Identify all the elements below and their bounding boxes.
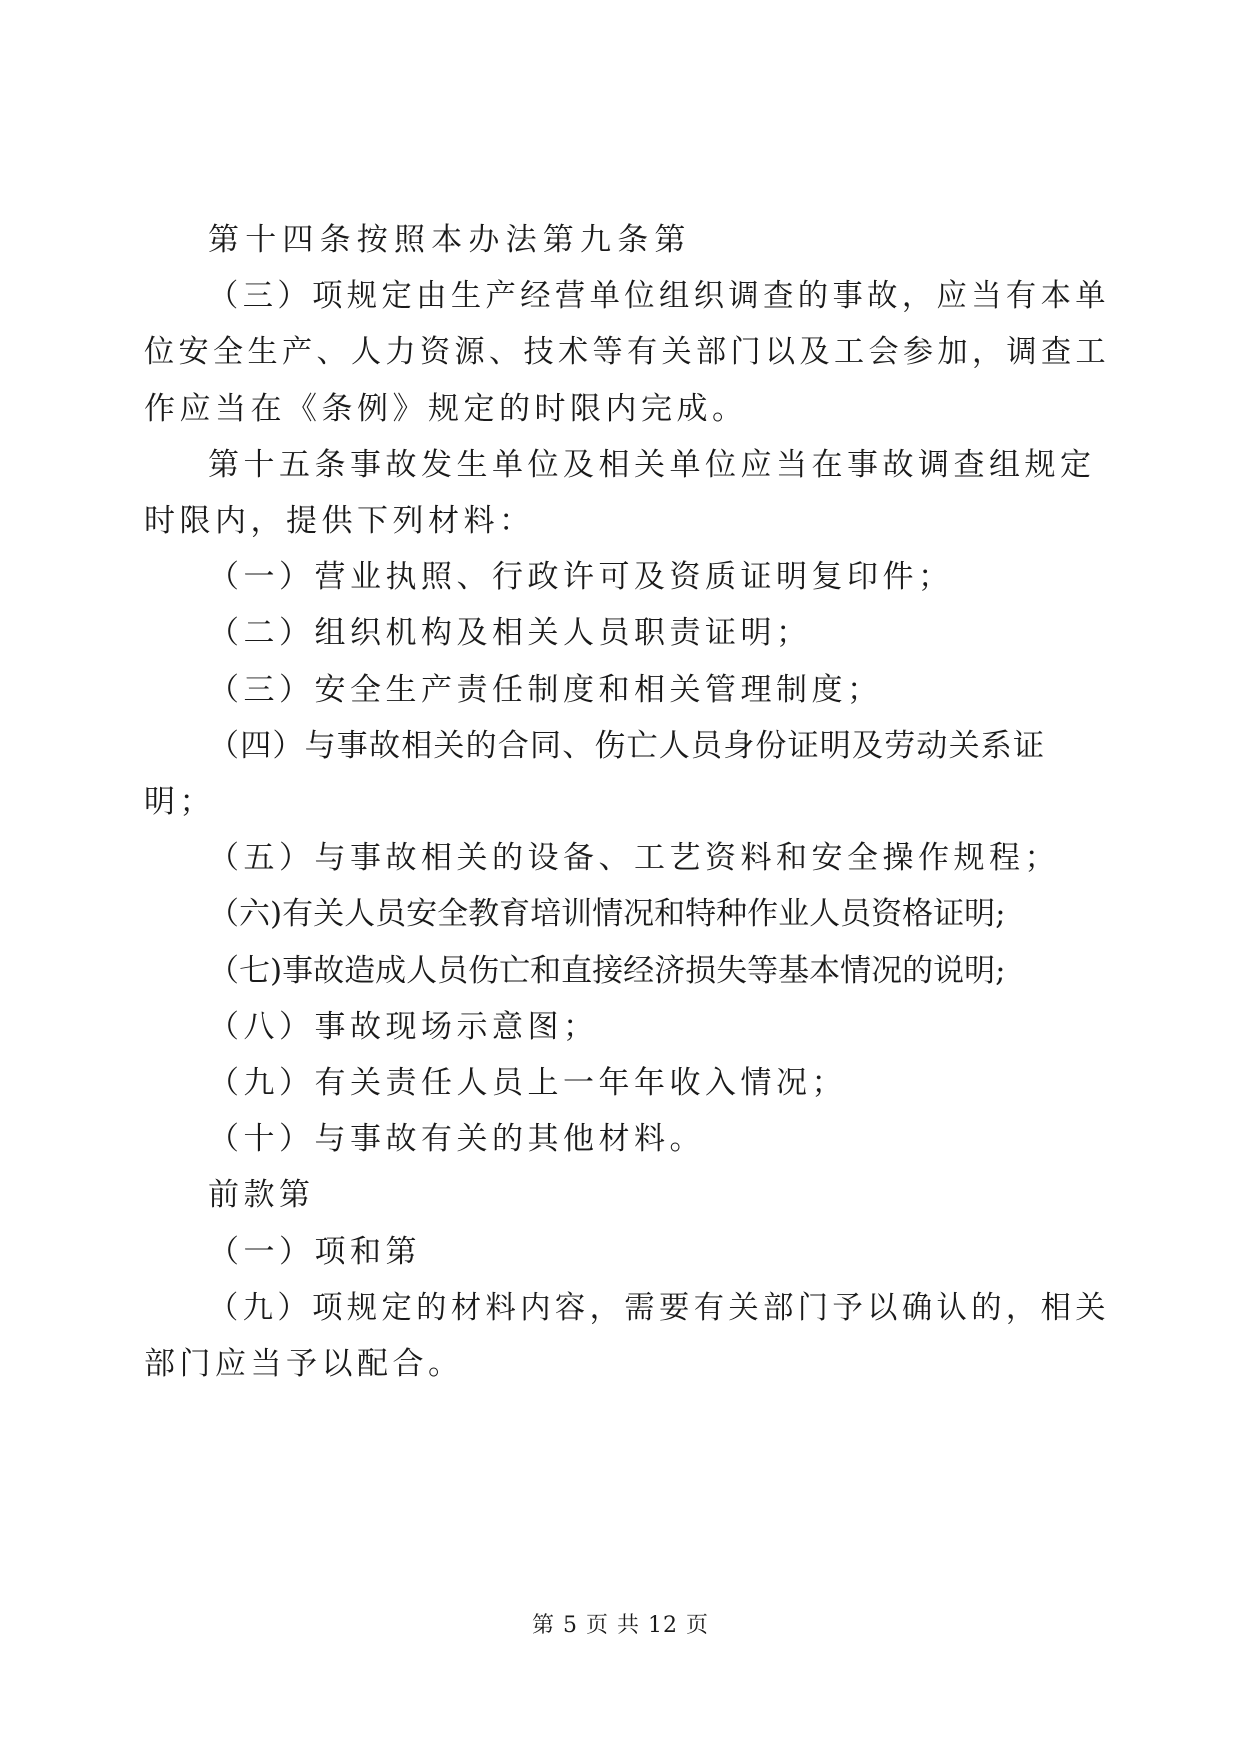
paragraph-line: （一）营业执照、行政许可及资质证明复印件； [208,559,954,595]
paragraph-line: （五）与事故相关的设备、工艺资料和安全操作规程； [208,840,1060,876]
paragraph-line: （六)有关人员安全教育培训情况和特种作业人员资格证明; [208,896,1006,932]
paragraph-line: 部门应当予以配合。 [144,1346,464,1382]
paragraph-line: （四）与事故相关的合同、伤亡人员身份证明及劳动关系证 [208,728,1046,764]
paragraph-line: （三）项规定由生产经营单位组织调查的事故，应当有本单 [208,278,1110,314]
paragraph-line: （九）有关责任人员上一年年收入情况； [208,1065,847,1101]
paragraph-line: 第十四条按照本办法第九条第 [208,222,692,258]
paragraph-line: （九）项规定的材料内容，需要有关部门予以确认的，相关 [208,1290,1110,1326]
paragraph-line: 前款第 [208,1177,315,1213]
paragraph-line: （七)事故造成人员伤亡和直接经济损失等基本情况的说明; [208,953,1006,989]
paragraph-line: 时限内，提供下列材料： [144,503,535,539]
paragraph-line: （三）安全生产责任制度和相关管理制度； [208,672,883,708]
paragraph-line: （一）项和第 [208,1234,421,1270]
paragraph-line: 位安全生产、人力资源、技术等有关部门以及工会参加，调查工 [144,334,1110,370]
paragraph-line: （十）与事故有关的其他材料。 [208,1121,705,1157]
paragraph-line: （二）组织机构及相关人员职责证明； [208,615,812,651]
page-footer: 第 5 页 共 12 页 [532,1613,709,1638]
paragraph-line: 明； [144,784,215,820]
paragraph-line: 第十五条事故发生单位及相关单位应当在事故调查组规定 [208,447,1096,483]
paragraph-line: 作应当在《条例》规定的时限内完成。 [144,391,748,427]
paragraph-line: （八）事故现场示意图； [208,1009,599,1045]
